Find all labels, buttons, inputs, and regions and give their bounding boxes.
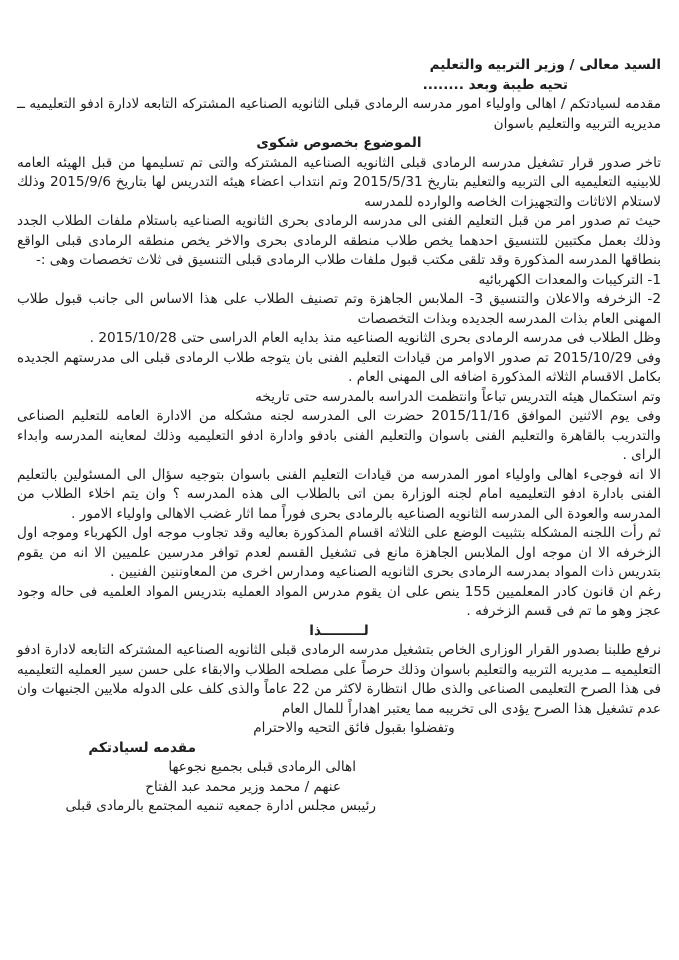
greeting-line: تحيه طيبة وبعد ........ [422, 76, 568, 93]
signature-line-1: اهالى الرمادى قبلى بجميع نجوعها [168, 759, 356, 775]
signature-line-2: عنهم / محمد وزير محمد عبد الفتاح [145, 778, 341, 795]
signature-heading: مقدمه لسيادتكم [88, 739, 196, 756]
paragraph-staff: وتم استكمال هيئه التدريس تباعاً وانتظمت الدراسه بالمدرسه حتى تاريخه [255, 388, 661, 405]
paragraph-committee: وفى يوم الاثنين الموافق 2015/11/16 حضرت الى المدرسه لجنه مشكله من الادارة العامه للتعليم الصناعى والتدريب بالقاهرة والتعليم الفنى باسوان والتعليم الفنى بادفو وادارة ادفو التعليميه وذلك لمعاينه المدرسه وابداء الراى . [17, 408, 661, 463]
recipient-line: السيد معالى / وزير التربيه والتعليم [429, 57, 661, 73]
paragraph-students: وظل الطلاب فى مدرسه الرمادى بحرى الثانويه الصناعيه منذ بدايه العام الدراسى حتى 2015/10/28 . [89, 330, 661, 346]
therefore-heading: لـــــــــذا [309, 622, 369, 639]
list-item-1: 1- التركيبات والمعدات الكهربائيه [478, 271, 661, 288]
paragraph-surprise: الا انه فوجىء اهالى واولياء امور المدرسه من قيادات التعليم الفنى باسوان بتوجيه سؤال الى المسئولين بالتعليم الفنى بادارة ادفو التعليميه امام لجنه الوزارة بمن اتى بالطلاب الى هذه المدرسه ؟ وان يتم اخلاء الطلاب من المدرسه والعودة الى المدرسه الثانويه الصناعيه بالرمادى بحرى فوراً مما اثار غضب الاهالى واولياء الامور . [17, 466, 661, 522]
paragraph-delay: تاخر صدور قرار تشغيل مدرسه الرمادى قبلى الثانويه الصناعيه المشتركه والتى تم تسليمها من قبل الهيئه العامه للابينيه التعليميه الى التربيه والتعليم بتاريخ 2015/5/31 وتم انتداب اعضاء هيئه التدريس لها بتاريخ 2015/9/6 وذلك لاستلام الاثاثات والتجهيزات الخاصه والوارده للمدرسه [17, 154, 662, 210]
subject-heading: الموضوع بخصوص شكوى [256, 135, 422, 151]
paragraph-sections: 2- الزخرفه والاعلان والتنسيق 3- الملابس الجاهزة وتم تصنيف الطلاب على هذا الاساس الى جانب قبول طلاب المهنى العام بذات المدرسه الجديده وبذات التخصصات [17, 291, 661, 327]
signature-line-3: رئيبس مجلس ادارة جمعيه تنميه المجتمع بالرمادى قبلى [65, 798, 376, 814]
intro-paragraph: مقدمه لسيادتكم / اهالى واولياء امور مدرسه الرمادى قبلى الثانويه الصناعيه المشتركه التابعه لادارة ادفو التعليميه ــ مديريه التربيه والتعليم باسوان [17, 96, 661, 132]
paragraph-transfer: وفى 2015/10/29 تم صدور الاوامر من قيادات التعليم الفنى بان يتوجه طلاب الرمادى قبلى الى مدرستهم الجديده بكامل الاقسام الثلاثه المذكورة اضافه الى المهنى العام . [17, 349, 661, 385]
paragraph-decision: ثم رأت اللجنه المشكله بتثبيت الوضع على الثلاثه اقسام المذكورة بعاليه وقد تجاوب موجه اول الكهرباء وموجه اول الزخرفه الا ان موجه اول الملابس الجاهزة مانع فى تشغيل القسم لعدم توافر مدرسين علميين الا انه من يقوم بتدريس ذات المواد بمدرسه الرمادى بحرى الثانويه الصناعيه ومدارس اخرى من المعاوننين الفنيين . [17, 525, 661, 580]
letter-content [17, 56, 661, 817]
paragraph-law: رغم ان قانون كادر المعلميين 155 ينص على ان يقوم مدرس المواد العمليه بتدريس المواد العلميه فى حاله وجود عجز وهو ما تم فى قسم الزخرفه . [17, 583, 661, 619]
paragraph-order: حيث تم صدور امر من قبل التعليم الفنى الى مدرسه الرمادى بحرى الثانويه الصناعيه باستلام ملفات الطلاب الجدد وذلك بعمل مكتبين للتنسيق احدهما يخص طلاب منطقه الرمادى بحرى والاخر يخص منطقه الرمادى قبلى الواقع بنطاقها المدرسه المذكورة وقد تلقى مكتب قبول ملفات طلاب الرمادى قبلى التنسيق فى ثلاث تخصصات وهى :- [17, 213, 661, 268]
paragraph-request: نرفع طلبنا بصدور القرار الوزارى الخاص بتشغيل مدرسه الرمادى قبلى الثانويه الصناعيه المشتركه التابعه لادارة ادفو التعليميه ــ مديريه التربيه والتعليم باسوان وذلك حرصاً على مصلحه الطلاب والابقاء على حسن سير العمليه التعليميه فى هذا الصرح التعليمى الصناعى والذى طال انتظارة لاكثر من 22 عاماً والذى كلف على الدوله ملايين الجنيهات وان عدم تشغيل هذا الصرح يؤدى الى تخريبه مما يعتبر اهداراً للمال العام [17, 642, 661, 717]
closing-line: وتفضلوا بقبول فائق التحيه والاحترام [253, 720, 455, 736]
